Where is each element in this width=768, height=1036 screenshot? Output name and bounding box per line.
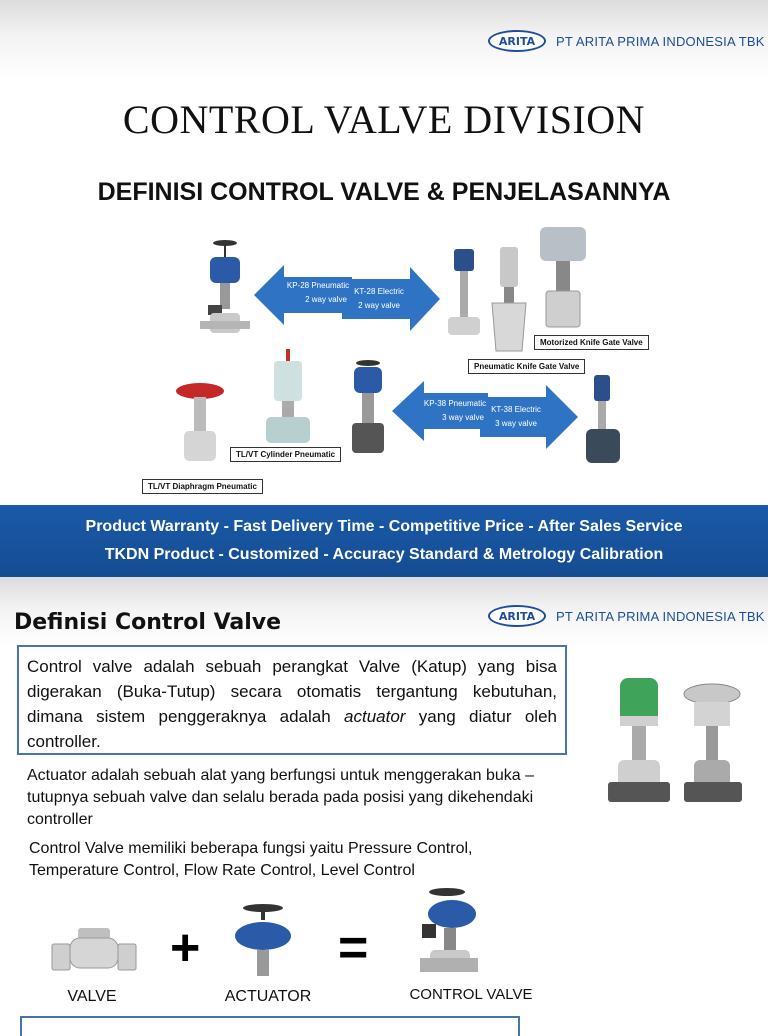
feature-banner bbox=[0, 505, 768, 577]
three-way-valve-blue-icon bbox=[352, 360, 384, 453]
banner-line-2: TKDN Product - Customized - Accuracy Standard & Metrology Calibration bbox=[104, 546, 664, 563]
valve-photo-icon bbox=[50, 922, 138, 980]
tag-diaphragm-pneumatic: TL/VT Diaphragm Pneumatic bbox=[142, 479, 263, 494]
company-name-2: PT ARITA PRIMA INDONESIA TBK bbox=[556, 608, 765, 624]
valve-product-diagram bbox=[142, 213, 654, 499]
actuator-description: Actuator adalah sebuah alat yang berfungsi untuk menggerakan buka – tutupnya sebuah valve dan selalu berada pada posisi yang dikehendaki controller bbox=[27, 767, 535, 828]
definition-emphasis: actuator bbox=[344, 707, 406, 726]
company-name: PT ARITA PRIMA INDONESIA TBK bbox=[556, 33, 765, 49]
actuator-photo-icon bbox=[232, 902, 294, 978]
bottom-box-edge bbox=[20, 1016, 520, 1036]
section-heading: Definisi Control Valve bbox=[14, 610, 282, 635]
pneumatic-knife-gate-valve-icon bbox=[492, 247, 526, 351]
tag-pneumatic-knife-gate: Pneumatic Knife Gate Valve bbox=[468, 359, 585, 374]
arita-logo-icon: ARITA bbox=[488, 30, 546, 52]
caption-valve: VALVE bbox=[67, 988, 117, 1005]
banner-line-1: Product Warranty - Fast Delivery Time - Competitive Price - After Sales Service bbox=[85, 518, 683, 535]
plus-sign: + bbox=[170, 919, 201, 977]
function-description: Control Valve memiliki beberapa fungsi yaitu Pressure Control, Temperature Control, Flow Rate Control, Level Control bbox=[29, 840, 473, 879]
three-way-electric-valve-icon bbox=[586, 375, 620, 463]
tag-cylinder-pneumatic: TL/VT Cylinder Pneumatic bbox=[230, 447, 341, 462]
cylinder-pneumatic-valve-icon bbox=[266, 349, 310, 443]
company-logo-2 bbox=[488, 605, 765, 627]
equals-sign: = bbox=[338, 919, 369, 977]
arita-logo-icon: ARITA bbox=[488, 605, 546, 627]
caption-actuator: ACTUATOR bbox=[224, 988, 312, 1005]
definition-text-end: yang diatur oleh controller. bbox=[27, 707, 557, 751]
arrow-label-kp38: KP-38 Pneumatic 3 way valve bbox=[423, 399, 487, 422]
definition-text: Control valve adalah sebuah perangkat Valve (Katup) yang bisa digerakan (Buka-Tutup) secara otomatis tergantung kebutuhan, dimana sistem penggeraknya adalah bbox=[27, 657, 557, 726]
arrow-label-kt28: KT-28 Electric 2 way valve bbox=[354, 287, 404, 310]
arrow-label-kp28: KP-28 Pneumatic 2 way valve bbox=[286, 281, 350, 304]
definition-box bbox=[17, 645, 567, 755]
diaphragm-valve-red-icon bbox=[176, 383, 224, 461]
control-valve-photo-icon bbox=[414, 886, 480, 982]
caption-control-valve: CONTROL VALVE bbox=[409, 986, 533, 1003]
page-title: CONTROL VALVE DIVISION bbox=[122, 97, 646, 142]
arrow-label-kt38: KT-38 Electric 3 way valve bbox=[491, 405, 541, 428]
page-subtitle: DEFINISI CONTROL VALVE & PENJELASANNYA bbox=[97, 178, 671, 206]
motorized-knife-gate-valve-icon bbox=[540, 227, 586, 327]
tag-motorized-knife-gate: Motorized Knife Gate Valve bbox=[534, 335, 649, 350]
control-valves-photo-icon bbox=[606, 676, 746, 810]
pneumatic-valve-small-icon bbox=[448, 249, 480, 335]
company-logo bbox=[488, 30, 765, 52]
diaphragm-valve-blue-icon bbox=[200, 240, 250, 333]
